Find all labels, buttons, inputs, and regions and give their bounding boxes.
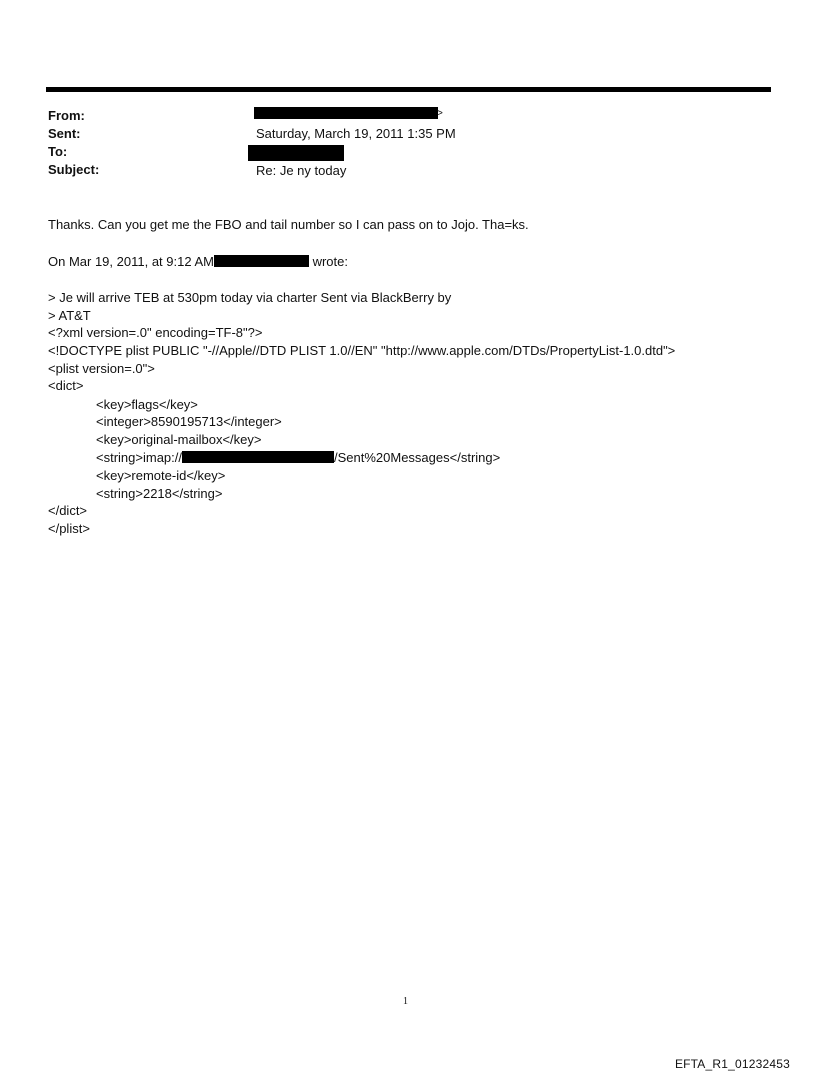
xml-line-12: </plist> bbox=[48, 521, 90, 536]
xml-line-10: <string>2218</string> bbox=[96, 486, 223, 501]
sent-label: Sent: bbox=[48, 126, 81, 141]
quote-intro-prefix: On Mar 19, 2011, at 9:12 AM bbox=[48, 254, 214, 269]
quoted-line-1: > Je will arrive TEB at 530pm today via charter Sent via BlackBerry by bbox=[48, 290, 452, 305]
from-redaction bbox=[254, 107, 438, 119]
xml-line-1: <?xml version=.0" encoding=TF-8"?> bbox=[48, 325, 263, 340]
xml-line-5: <key>flags</key> bbox=[96, 397, 198, 412]
to-redaction bbox=[248, 145, 344, 161]
xml-line-6: <integer>8590195713</integer> bbox=[96, 414, 282, 429]
mailbox-redaction bbox=[182, 451, 334, 463]
from-label: From: bbox=[48, 108, 85, 123]
to-label: To: bbox=[48, 144, 68, 159]
xml-line-4: <dict> bbox=[48, 378, 84, 393]
subject-value: Re: Je ny today bbox=[256, 163, 347, 178]
subject-label: Subject: bbox=[48, 162, 100, 177]
quote-intro bbox=[48, 254, 348, 270]
xml-line-8-suffix: /Sent%20Messages</string> bbox=[334, 450, 501, 465]
bates-number: EFTA_R1_01232453 bbox=[674, 1057, 790, 1071]
xml-line-9: <key>remote-id</key> bbox=[96, 468, 226, 483]
xml-line-8 bbox=[96, 450, 500, 466]
quote-intro-suffix: wrote: bbox=[308, 254, 348, 269]
quoted-line-2: > AT&T bbox=[48, 308, 91, 323]
reply-text: Thanks. Can you get me the FBO and tail number so I can pass on to Jojo. Tha=ks. bbox=[48, 217, 529, 232]
from-value-suffix: > bbox=[437, 108, 443, 119]
xml-line-11: </dict> bbox=[48, 503, 88, 518]
xml-line-2: <!DOCTYPE plist PUBLIC "-//Apple//DTD PLIST 1.0//EN" "http://www.apple.com/DTDs/PropertyList-1.0.dtd"> bbox=[48, 343, 676, 358]
xml-line-3: <plist version=.0"> bbox=[48, 361, 155, 376]
page-number: 1 bbox=[403, 996, 408, 1007]
header-rule bbox=[46, 87, 771, 92]
xml-line-8-prefix: <string>imap:// bbox=[96, 450, 182, 465]
xml-line-7: <key>original-mailbox</key> bbox=[96, 432, 262, 447]
sent-value: Saturday, March 19, 2011 1:35 PM bbox=[256, 126, 456, 141]
sender-redaction bbox=[214, 255, 309, 267]
